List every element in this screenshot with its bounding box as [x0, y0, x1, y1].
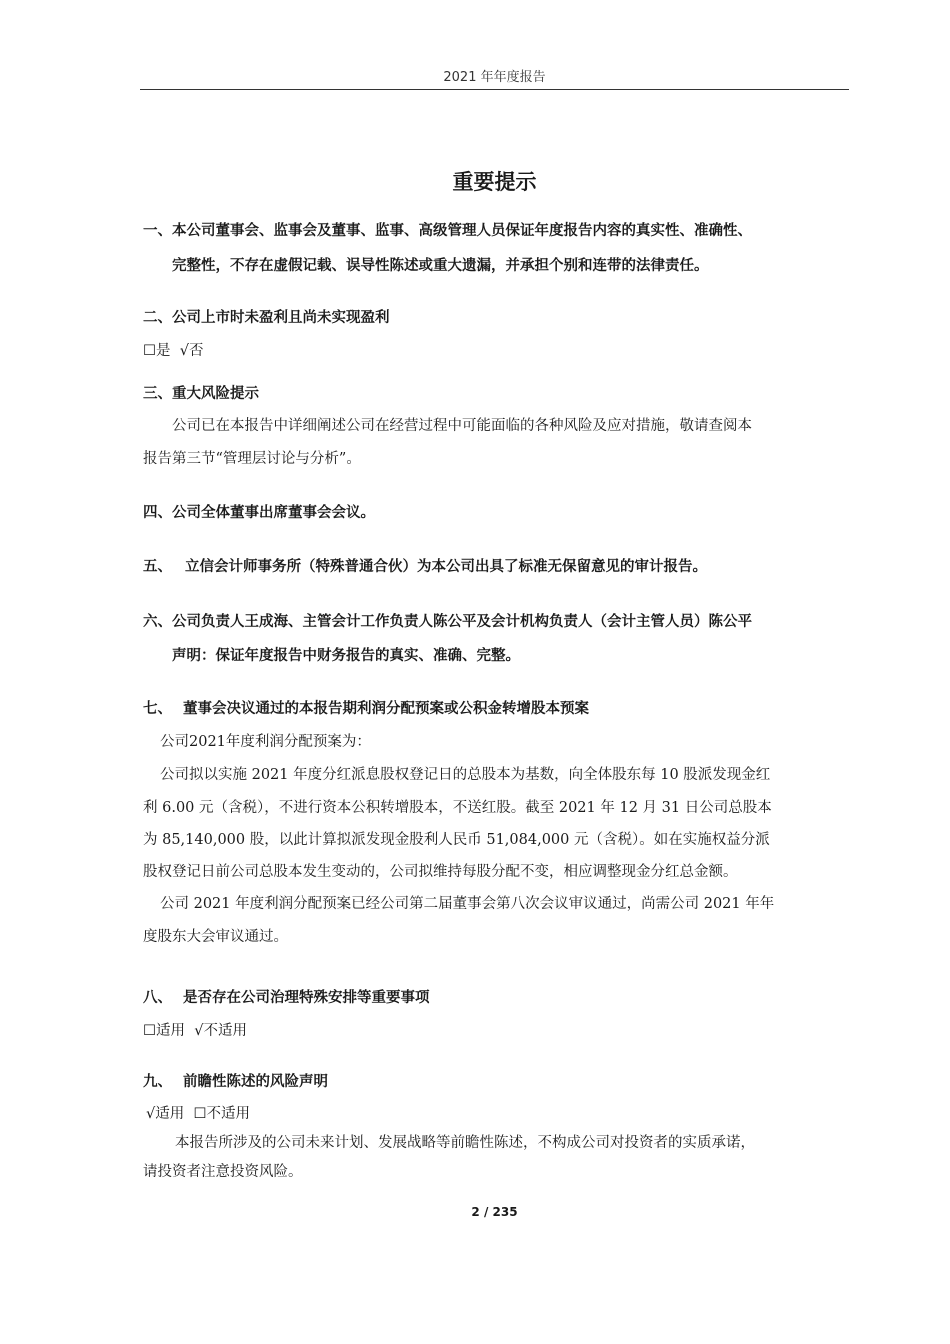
section-5-heading — [143, 555, 707, 576]
section-3-line-2: 报告第三节“管理层讨论与分析”。 — [143, 451, 361, 467]
section-7-para-2-line-2: 度股东大会审议通过。 — [143, 929, 288, 945]
option-applicable: 适用 — [156, 1023, 185, 1039]
section-9-line-2: 请投资者注意投资风险。 — [143, 1164, 303, 1180]
section-8-number: 八、 — [143, 990, 172, 1006]
checkmark-icon: √ — [194, 1023, 204, 1039]
page-title: 重要提示 — [452, 170, 537, 194]
section-7-intro: 公司2021年度利润分配预案为： — [160, 734, 371, 750]
section-1-line-2: 完整性，不存在虚假记载、误导性陈述或重大遗漏，并承担个别和连带的法律责任。 — [172, 258, 709, 274]
section-7-number: 七、 — [143, 701, 172, 717]
section-7-para-1-line-3: 为 85,140,000 股，以此计算拟派发现金股利人民币 51,084,000 元（含税）。如在实施权益分派 — [143, 832, 770, 848]
section-7-para-1-line-4: 股权登记日前公司总股本发生变动的，公司拟维持每股分配不变，相应调整现金分红总金额。 — [143, 864, 738, 880]
section-3-line-1: 公司已在本报告中详细阐述公司在经营过程中可能面临的各种风险及应对措施，敬请查阅本 — [172, 418, 752, 434]
checkmark-icon: √ — [146, 1106, 156, 1122]
section-1-line-1: 一、本公司董事会、监事会及董事、监事、高级管理人员保证年度报告内容的真实性、准确性、 — [143, 223, 752, 239]
section-9-number: 九、 — [143, 1074, 172, 1090]
section-9-line-1: 本报告所涉及的公司未来计划、发展战略等前瞻性陈述，不构成公司对投资者的实质承诺， — [175, 1135, 755, 1151]
section-2-heading: 二、公司上市时未盈利且尚未实现盈利 — [143, 310, 390, 326]
section-7-para-1-line-1: 公司拟以实施 2021 年度分红派息股权登记日的总股本为基数，向全体股东每 10 股派发现金红 — [160, 767, 771, 783]
section-6-line-1: 六、公司负责人王成海、主管会计工作负责人陈公平及会计机构负责人（会计主管人员）陈公平 — [143, 614, 752, 630]
section-9-heading — [143, 1070, 328, 1091]
option-not-applicable: 不适用 — [206, 1106, 250, 1122]
section-8-heading — [143, 986, 430, 1007]
page-number: 2 / 235 — [471, 1205, 518, 1219]
section-5-text: 立信会计师事务所（特殊普通合伙）为本公司出具了标准无保留意见的审计报告。 — [185, 559, 707, 575]
option-yes: 是 — [156, 343, 171, 359]
header-divider — [140, 89, 849, 90]
section-2-options — [143, 339, 203, 360]
section-8-text: 是否存在公司治理特殊安排等重要事项 — [183, 990, 430, 1006]
section-9-text: 前瞻性陈述的风险声明 — [183, 1074, 328, 1090]
option-not-applicable: 不适用 — [203, 1023, 247, 1039]
page-header: 2021 年年度报告 — [443, 70, 546, 85]
section-7-para-2-line-1: 公司 2021 年度利润分配预案已经公司第二届董事会第八次会议审议通过，尚需公司 2021 年年 — [160, 896, 775, 912]
unchecked-box-icon: ☐ — [143, 343, 156, 359]
unchecked-box-icon: ☐ — [193, 1106, 207, 1122]
checkmark-icon: √ — [179, 343, 189, 359]
section-6-line-2: 声明：保证年度报告中财务报告的真实、准确、完整。 — [172, 648, 520, 664]
section-7-heading — [143, 697, 589, 718]
section-3-heading: 三、重大风险提示 — [143, 386, 259, 402]
section-7-text: 董事会决议通过的本报告期利润分配预案或公积金转增股本预案 — [183, 701, 589, 717]
section-4-heading: 四、公司全体董事出席董事会会议。 — [143, 505, 375, 521]
unchecked-box-icon: ☐ — [143, 1023, 156, 1039]
option-no: 否 — [188, 343, 204, 359]
section-5-number: 五、 — [143, 559, 172, 575]
section-9-options — [146, 1102, 250, 1123]
section-7-para-1-line-2: 利 6.00 元（含税），不进行资本公积转增股本，不送红股。截至 2021 年 12 月 31 日公司总股本 — [143, 800, 772, 816]
option-applicable: 适用 — [155, 1106, 185, 1122]
section-8-options — [143, 1019, 247, 1040]
